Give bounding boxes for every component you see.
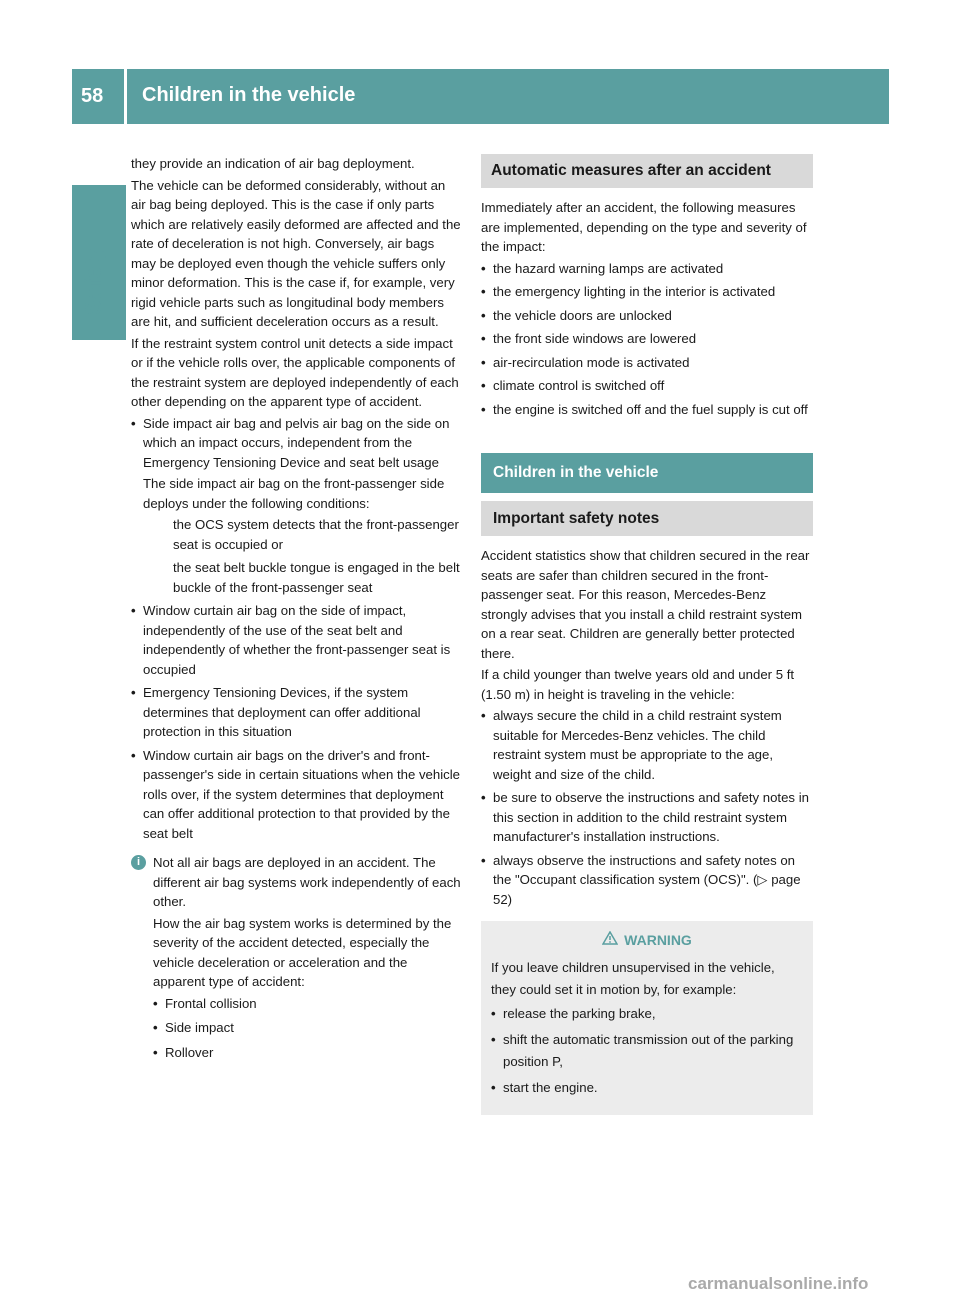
list-item: • start the engine. — [491, 1077, 803, 1099]
chapter-title: Children in the vehicle — [142, 84, 356, 106]
page-number: 58 — [81, 85, 104, 107]
warning-triangle-icon — [602, 931, 618, 951]
subsection-heading: Important safety notes — [481, 501, 813, 537]
info-icon: i — [131, 855, 146, 870]
section-heading: Automatic measures after an accident — [481, 154, 813, 188]
list-item — [131, 414, 461, 598]
list-item-text: • Side impact air bag and pelvis air bag on the side on which an impact occurs, independent from the Emergency Tensioning Device and seat belt usage — [143, 415, 450, 470]
warning-box — [481, 921, 813, 1115]
list-item: • Side impact — [153, 1018, 461, 1038]
sub-list-item: the seat belt buckle tongue is engaged in the belt buckle of the front-passenger seat — [173, 560, 460, 595]
list-item: • climate control is switched off — [481, 376, 813, 396]
deployment-list — [131, 414, 461, 844]
list-item: • shift the automatic transmission out of the parking position P, — [491, 1029, 803, 1073]
paragraph: Accident statistics show that children secured in the rear seats are safer than children secured in the front-passenger seat. For this reason, Mercedes-Benz strongly advises that you install a child restraint system on a rear seat. Children are generally better protected there. — [481, 548, 810, 661]
section-label: Safety — [80, 245, 106, 315]
list-item: • the front side windows are lowered — [481, 329, 813, 349]
warning-header — [491, 931, 803, 951]
list-item-note: The side impact air bag on the front-passenger side deploys under the following conditions: — [143, 476, 445, 511]
list-item: • Rollover — [153, 1043, 461, 1063]
paragraph: The vehicle can be deformed considerably, without an air bag being deployed. This is the case if only parts which are relatively easily deformed are affected and the rate of deceleration is not high. Conversely, air bags may be deployed even though the vehicle suffers only minor deformation. This is the case if, for example, very rigid vehicle parts such as longitudinal body members are hit, and sufficient deceleration occurs as a result. — [131, 177, 461, 329]
accident-type-list — [153, 994, 461, 1063]
warning-title: WARNING — [624, 932, 692, 948]
list-item: • the emergency lighting in the interior is activated — [481, 282, 813, 302]
list-item: • Window curtain air bag on the side of impact, independently of the use of the seat belt and independently of whether the front-passenger seat is occupied — [131, 601, 461, 679]
paragraph: they provide an indication of air bag deployment. — [131, 156, 415, 171]
sub-list-item: the OCS system detects that the front-passenger seat is occupied or — [173, 517, 459, 552]
info-text: How the air bag system works is determined by the severity of the accident detected, especially the vehicle deceleration or acceleration and the apparent type of accident: — [153, 915, 452, 989]
measures-list — [481, 259, 813, 420]
page-header — [72, 69, 889, 124]
paragraph: If a child younger than twelve years old and under 5 ft (1.50 m) in height is traveling in the vehicle: — [481, 667, 795, 702]
paragraph: Immediately after an accident, the following measures are implemented, depending on the type and severity of the impact: — [481, 200, 807, 254]
list-item: • Frontal collision — [153, 994, 461, 1014]
list-item: • the vehicle doors are unlocked — [481, 306, 813, 326]
list-item: • always observe the instructions and safety notes on the "Occupant classification system (OCS)". (▷ page 52) — [481, 851, 813, 910]
warning-text: If you leave children unsupervised in the vehicle, they could set it in motion by, for example: — [491, 959, 775, 997]
child-safety-list — [481, 706, 813, 909]
info-text: Not all air bags are deployed in an accident. The different air bag systems work independently of each other. — [153, 855, 461, 909]
list-item: • Window curtain air bags on the driver's and front-passenger's side in certain situations when the vehicle rolls over, if the system determines that deployment can offer additional protection to that provided by the seat belt — [131, 746, 461, 844]
list-item: • air-recirculation mode is activated — [481, 353, 813, 373]
right-column — [481, 154, 813, 1115]
list-item: • Emergency Tensioning Devices, if the system determines that deployment can offer additional protection in this situation — [131, 683, 461, 742]
paragraph: If the restraint system control unit detects a side impact or if the vehicle rolls over, the applicable components of the restraint system are deployed independently of each other depending on the apparent type of accident. — [131, 335, 459, 409]
list-item: • release the parking brake, — [491, 1003, 803, 1025]
chapter-heading: Children in the vehicle — [481, 453, 813, 493]
left-column — [131, 154, 461, 1067]
list-item: • always secure the child in a child restraint system suitable for Mercedes-Benz vehicles. The child restraint system must be appropriate to the age, weight and size of the child. — [481, 706, 813, 784]
header-divider — [124, 69, 127, 124]
list-item: • the engine is switched off and the fuel supply is cut off — [481, 400, 813, 420]
list-item: • the hazard warning lamps are activated — [481, 259, 813, 279]
watermark: carmanualsonline.info — [688, 1274, 869, 1293]
info-note — [131, 853, 461, 1062]
sub-list — [143, 515, 461, 597]
list-item: • be sure to observe the instructions and safety notes in this section in addition to the child restraint system manufacturer's installation instructions. — [481, 788, 813, 847]
warning-list — [491, 1003, 803, 1099]
